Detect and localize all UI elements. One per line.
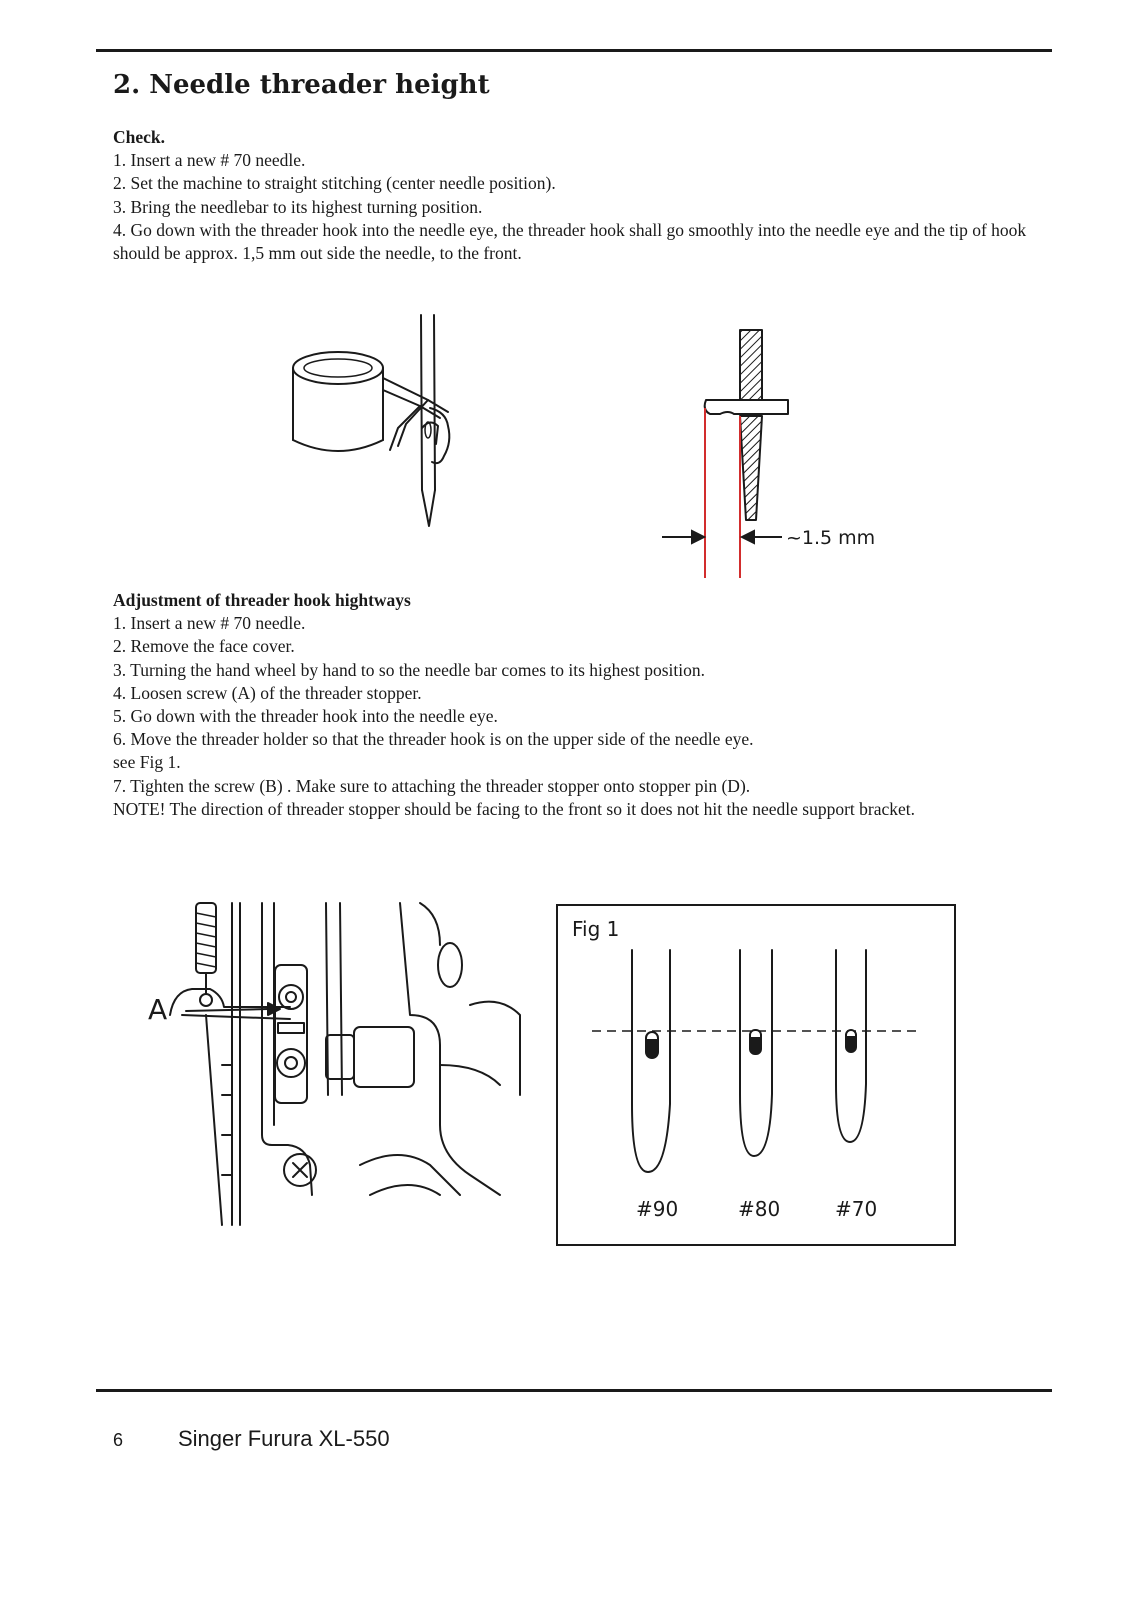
- check-heading: Check.: [113, 127, 166, 147]
- needle-size-label: #70: [835, 1197, 878, 1221]
- screw-label-a: A: [148, 993, 168, 1026]
- page-number: 6: [113, 1430, 124, 1450]
- adjustment-step: 6. Move the threader holder so that the threader hook is on the upper side of the needle eye.: [113, 729, 754, 750]
- threader-stopper-illustration: [140, 895, 540, 1235]
- check-step: 4. Go down with the threader hook into the needle eye, the threader hook shall go smoothly into the needle eye and the tip of hook should be approx. 1,5 mm out side the needle, to the front.: [113, 219, 1027, 264]
- adjustment-step: 2. Remove the face cover.: [113, 636, 295, 657]
- check-step: 2. Set the machine to straight stitching (center needle position).: [113, 173, 556, 194]
- adjustment-step: 5. Go down with the threader hook into the needle eye.: [113, 706, 498, 727]
- adjustment-step: 7. Tighten the screw (B) . Make sure to attaching the threader stopper onto stopper pin (D).: [113, 775, 751, 796]
- hook-offset-diagram: [650, 320, 910, 590]
- fig1-title: Fig 1: [572, 917, 620, 941]
- fig1-needle-comparison: [556, 904, 956, 1246]
- adjustment-step: 1. Insert a new # 70 needle.: [113, 613, 306, 634]
- adjustment-step: see Fig 1.: [113, 752, 181, 773]
- check-section: [113, 126, 1033, 265]
- adjustment-step: 3. Turning the hand wheel by hand to so the needle bar comes to its highest position.: [113, 659, 706, 680]
- adjustment-note: NOTE! The direction of threader stopper should be facing to the front so it does not hit the needle support bracket.: [113, 798, 916, 819]
- adjustment-step: 4. Loosen screw (A) of the threader stopper.: [113, 682, 422, 703]
- needle-threader-illustration: [280, 300, 480, 540]
- bottom-rule: [96, 1389, 1052, 1392]
- footer-title: Singer Furura XL-550: [178, 1426, 390, 1451]
- check-step: 1. Insert a new # 70 needle.: [113, 150, 306, 171]
- top-rule: [96, 49, 1052, 52]
- measure-label: ~1.5 mm: [786, 527, 876, 549]
- needle-size-label: #80: [738, 1197, 781, 1221]
- needle-size-label: #90: [636, 1197, 679, 1221]
- page-title: 2. Needle threader height: [113, 70, 490, 100]
- adjustment-heading: Adjustment of threader hook hightways: [113, 590, 411, 610]
- adjustment-section: [113, 589, 1033, 821]
- check-step: 3. Bring the needlebar to its highest turning position.: [113, 196, 483, 217]
